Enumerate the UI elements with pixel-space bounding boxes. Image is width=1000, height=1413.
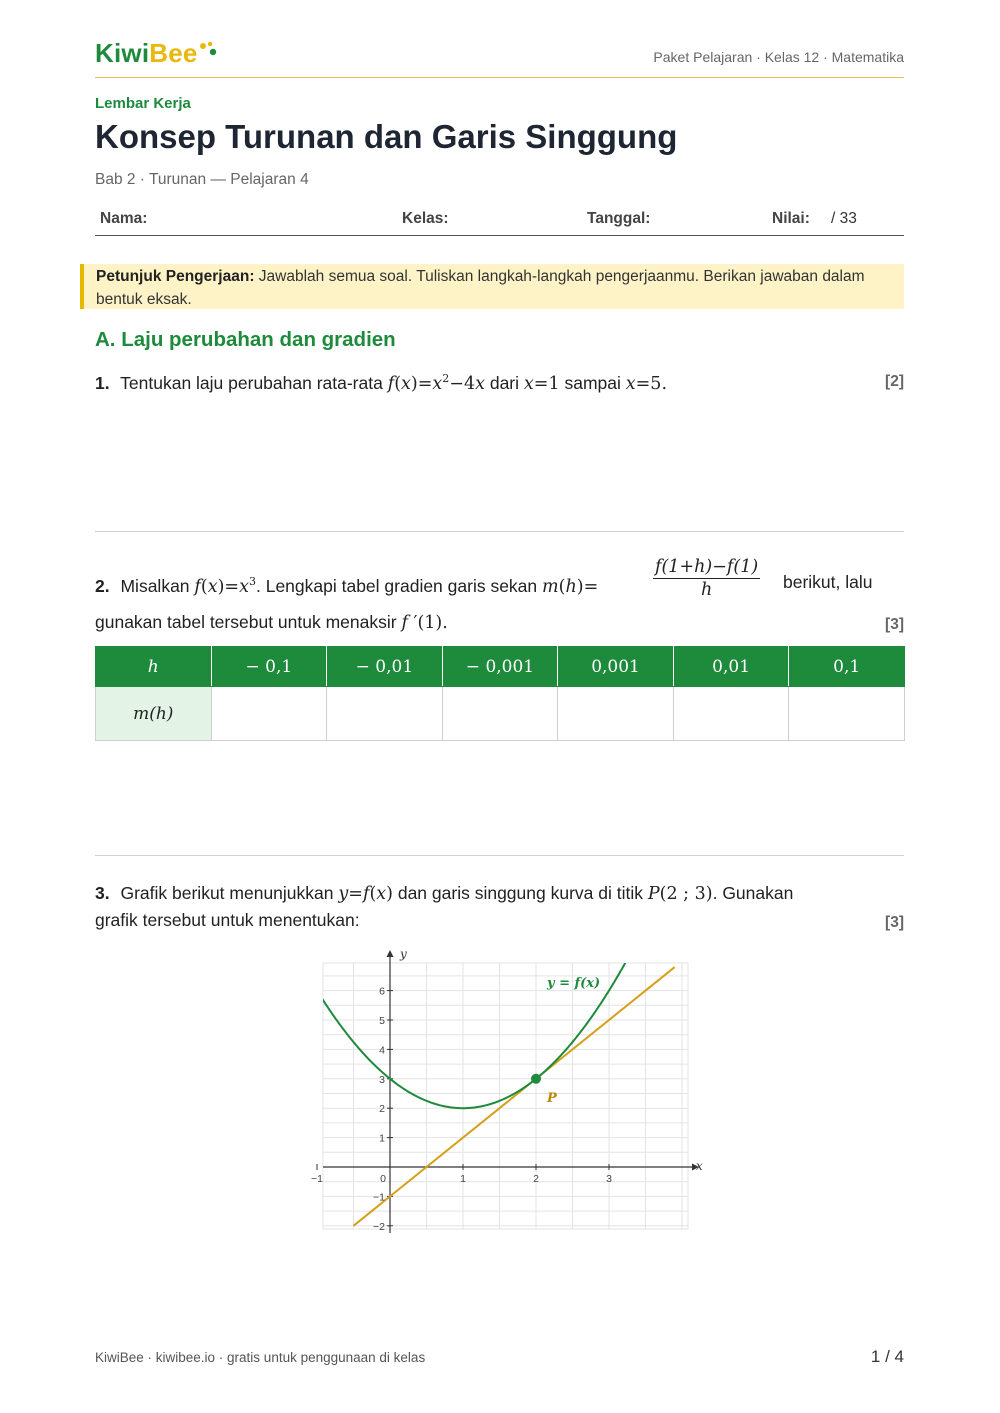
answer-divider bbox=[95, 531, 904, 532]
table-row bbox=[96, 687, 905, 741]
question-1: 1. Tentukan laju perubahan rata-rata $f(x)=x^2-4x$ dari x=1 sampai x=5. [2] bbox=[95, 366, 904, 397]
question-points: [2] bbox=[885, 373, 904, 390]
table-cell-h: − 0,01 bbox=[327, 647, 443, 687]
table-header-mh: m(h) bbox=[96, 687, 212, 741]
graph-grid bbox=[323, 963, 688, 1229]
answer-cell[interactable] bbox=[558, 687, 674, 741]
score-total: / 33 bbox=[831, 210, 857, 227]
bee-dots-icon bbox=[199, 41, 219, 61]
x-tick-label: 2 bbox=[533, 1173, 539, 1185]
question-3: 3. Grafik berikut menunjukkan y=f(x) dan garis singgung kurva di titik P(2 ; 3). Gunakan bbox=[95, 883, 794, 904]
origin-label: 0 bbox=[380, 1173, 386, 1185]
question-points: [3] bbox=[885, 914, 904, 931]
y-tick-label: 6 bbox=[379, 985, 385, 998]
x-tick-label: −1 bbox=[311, 1173, 323, 1185]
curve-f bbox=[317, 945, 644, 1108]
footer-credits: KiwiBee · kiwibee.io · gratis untuk penggunaan di kelas bbox=[95, 1350, 426, 1365]
table-cell-h: 0,001 bbox=[558, 647, 674, 687]
name-field-label: Nama: bbox=[100, 210, 148, 227]
y-axis-label: y bbox=[400, 947, 407, 961]
page-footer bbox=[95, 1347, 904, 1366]
y-tick-label: −1 bbox=[373, 1191, 385, 1204]
table-cell-h: 0,01 bbox=[673, 647, 789, 687]
y-tick-label: 4 bbox=[379, 1044, 385, 1057]
score-field-label: Nilai: bbox=[772, 210, 810, 227]
answer-cell[interactable] bbox=[673, 687, 789, 741]
y-tick-label: −2 bbox=[373, 1220, 385, 1233]
section-heading-a: A. Laju perubahan dan gradien bbox=[95, 328, 396, 351]
x-tick-label: 3 bbox=[606, 1173, 612, 1185]
y-tick-label: 3 bbox=[379, 1073, 385, 1086]
page-title: Konsep Turunan dan Garis Singgung bbox=[95, 118, 678, 155]
table-cell-h: − 0,1 bbox=[211, 647, 327, 687]
y-tick-label: 5 bbox=[379, 1015, 385, 1027]
class-field-label: Kelas: bbox=[402, 210, 449, 227]
instructions-text: Jawablah semua soal. Tuliskan langkah-langkah pengerjaanmu. Berikan jawaban dalam bentuk eksak. bbox=[96, 268, 865, 308]
grid-border bbox=[323, 963, 688, 1229]
page-number: 1 / 4 bbox=[870, 1347, 904, 1366]
answer-cell[interactable] bbox=[442, 687, 558, 741]
instructions-label: Petunjuk Pengerjaan: bbox=[96, 268, 255, 285]
y-axis-arrow bbox=[387, 950, 394, 957]
question-points: [3] bbox=[885, 616, 904, 633]
kiwibee-logo: KiwiBee bbox=[95, 38, 198, 68]
x-tick-label: 1 bbox=[460, 1173, 466, 1185]
table-cell-h: 0,1 bbox=[789, 647, 905, 687]
question-number: 3. bbox=[95, 883, 110, 903]
x-axis-label: x bbox=[696, 1159, 703, 1173]
tangent-line bbox=[354, 967, 675, 1226]
question-number: 1. bbox=[95, 372, 110, 393]
y-tick-label: 2 bbox=[379, 1103, 385, 1116]
answer-cell[interactable] bbox=[211, 687, 327, 741]
answer-cell[interactable] bbox=[789, 687, 905, 741]
answer-cell[interactable] bbox=[327, 687, 443, 741]
question-2-continued: gunakan tabel tersebut untuk menaksir f ′(1). [3] bbox=[95, 609, 904, 636]
secant-slope-fraction: $\frac{f(1+h)-f(1)}{h}$ bbox=[655, 557, 759, 600]
question-3-continued: grafik tersebut untuk menentukan: [3] bbox=[95, 907, 904, 933]
question-2: 2. Misalkan $f(x)=x^3$. Lengkapi tabel gradien garis sekan m(h)= $\frac{f(1+h)-f(1)}{h}$ berikut, lalu bbox=[95, 557, 873, 600]
table-cell-h: − 0,001 bbox=[442, 647, 558, 687]
doc-eyebrow: Lembar Kerja bbox=[95, 95, 191, 112]
course-meta: Paket Pelajaran · Kelas 12 · Matematika bbox=[653, 49, 904, 65]
answer-divider bbox=[95, 855, 904, 856]
tangent-line-graph bbox=[300, 945, 720, 1235]
y-tick-label: 1 bbox=[379, 1132, 385, 1145]
instructions-box bbox=[80, 264, 904, 309]
secant-slope-table bbox=[95, 646, 905, 741]
page-header bbox=[95, 38, 904, 78]
date-field-label: Tanggal: bbox=[587, 210, 651, 227]
question-number: 2. bbox=[95, 575, 110, 596]
curve-label: y = f(x) bbox=[547, 976, 601, 991]
table-row bbox=[96, 647, 905, 687]
table-header-h: h bbox=[96, 647, 212, 687]
student-info-bar bbox=[95, 204, 904, 236]
point-p-label: P bbox=[547, 1090, 557, 1106]
point-p bbox=[531, 1074, 541, 1084]
page-subtitle: Bab 2 · Turunan — Pelajaran 4 bbox=[95, 171, 309, 188]
